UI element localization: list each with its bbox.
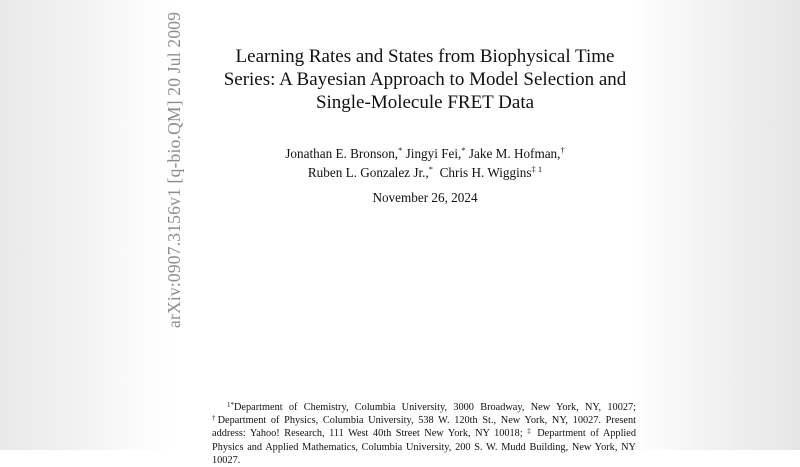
arxiv-stamp-text: arXiv:0907.3156v1 [q-bio.QM] 20 Jul 2009 [164,11,184,328]
author-affiliation-mark: † [560,145,565,155]
footnote-mark: ‡ [527,427,533,436]
author-name: Ruben L. Gonzalez Jr., [307,165,429,180]
footnote-text: Department of Chemistry, Columbia University, 3000 Broadway, New York, NY, 10027; [234,402,636,413]
author-name: Jake M. Hofman, [468,146,561,161]
footnote-mark: † [212,414,218,423]
title-line-2: Series: A Bayesian Approach to Model Selection and [223,69,627,90]
author-list [200,144,650,182]
footnote-mark: 1 [227,401,231,409]
background-right [632,0,800,450]
arxiv-stamp [162,0,184,328]
paper-title [200,45,650,114]
title-line-3: Single-Molecule FRET Data [315,92,535,113]
author-line-1 [200,144,650,163]
author-affiliation-mark: ‡ 1 [531,164,543,174]
paper-date: November 26, 2024 [372,190,478,205]
author-line-2 [200,163,650,182]
author-affiliation-mark: * [398,145,403,155]
author-affiliation-mark: * [461,145,466,155]
footnote-mark: * [230,401,234,409]
author-affiliation-mark: * [428,164,433,174]
author-name: Chris H. Wiggins [439,165,532,180]
background-left [0,0,175,450]
author-name: Jonathan E. Bronson, [285,146,399,161]
footnote-text: Department of Physics, Columbia University, 538 W. 120th St., New York, NY, 10027. Present address: Yahoo! Research, 111 West 40th Street New York, NY 10018; [212,415,636,440]
title-line-1: Learning Rates and States from Biophysical Time [235,46,615,67]
author-name: Jingyi Fei, [405,146,462,161]
affiliations-footnote [212,401,636,467]
footnote-text: Department of Applied Physics and Applied Mathematics, Columbia University, 200 S. W. Mudd Building, New York, NY 10027. [212,428,637,466]
